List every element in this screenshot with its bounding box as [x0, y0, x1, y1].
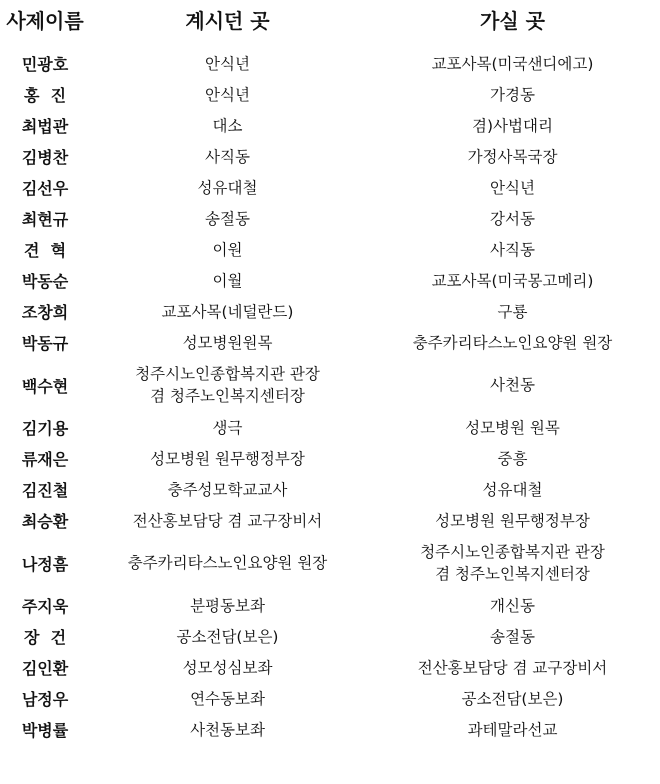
previous-post-line: 사직동 [205, 147, 250, 166]
table-row [0, 296, 660, 327]
new-post-line: 공소전담(보은) [461, 689, 564, 708]
new-post [365, 332, 660, 354]
new-post-line: 구룡 [497, 302, 528, 321]
new-post [365, 657, 660, 679]
priest-name: 나정흠 [21, 554, 69, 574]
previous-post [90, 448, 365, 470]
new-post [365, 688, 660, 710]
previous-post-line: 충주성모학교교사 [167, 480, 288, 499]
previous-post-line: 안식년 [205, 85, 250, 104]
priest-name: 류재은 [21, 450, 69, 469]
new-post-line: 성모병원 원무행정부장 [435, 511, 590, 530]
new-post [365, 84, 660, 106]
table-row [0, 48, 660, 79]
table-row [0, 714, 660, 745]
new-post [365, 595, 660, 617]
table-row [0, 683, 660, 714]
table-row [0, 590, 660, 621]
header-moved-to: 가실 곳 [480, 8, 545, 33]
priest-name: 박동순 [21, 272, 69, 291]
previous-post-line: 성모성심보좌 [182, 658, 273, 677]
new-post [365, 208, 660, 230]
assignment-table [0, 48, 660, 745]
new-post-line: 충주카리타스노인요양원 원장 [412, 333, 613, 352]
priest-name: 김기용 [21, 419, 69, 438]
priest-name: 김진철 [21, 481, 69, 500]
previous-post [90, 270, 365, 292]
new-post-line: 강서동 [490, 209, 535, 228]
priest-name: 김병찬 [21, 148, 69, 167]
new-post [365, 417, 660, 439]
new-post-line: 겸 청주노인복지센터장 [435, 565, 590, 583]
new-post-line: 청주시노인종합복지관 관장 [420, 543, 605, 561]
previous-post [90, 688, 365, 710]
header-name: 사제이름 [6, 8, 84, 33]
new-post [365, 177, 660, 199]
table-row [0, 265, 660, 296]
previous-post-line: 안식년 [205, 54, 250, 73]
table-row [0, 172, 660, 203]
previous-post [90, 510, 365, 532]
new-post-line: 교포사목(미국몽고메리) [431, 271, 594, 290]
table-row [0, 621, 660, 652]
previous-post-line: 이월 [212, 271, 243, 290]
new-post-line: 개신동 [490, 596, 535, 615]
table-row [0, 474, 660, 505]
previous-post-line: 교포사목(네덜란드) [161, 302, 294, 321]
table-row [0, 79, 660, 110]
previous-post-line: 성모병원원목 [182, 333, 273, 352]
priest-name: 견 혁 [23, 241, 67, 260]
previous-post [90, 146, 365, 168]
previous-post-line: 생극 [212, 418, 243, 437]
previous-post-line: 공소전담(보은) [176, 627, 279, 646]
priest-name: 박동규 [21, 334, 69, 353]
new-post [365, 270, 660, 292]
new-post [365, 448, 660, 470]
previous-post-line: 대소 [212, 116, 243, 135]
priest-name: 장 건 [23, 628, 67, 647]
new-post [365, 115, 660, 137]
new-post-line: 과테말라선교 [467, 720, 558, 739]
previous-post [90, 208, 365, 230]
table-row [0, 234, 660, 265]
new-post-line: 사직동 [490, 240, 535, 259]
new-post-line: 중흥 [497, 449, 528, 468]
previous-post [90, 301, 365, 323]
previous-post [90, 552, 365, 574]
priest-name: 남정우 [21, 690, 69, 709]
new-post [365, 374, 660, 396]
previous-post-line: 충주카리타스노인요양원 원장 [127, 554, 328, 572]
new-post-line: 교포사목(미국샌디에고) [431, 54, 594, 73]
previous-post [90, 595, 365, 617]
new-post [365, 541, 660, 585]
previous-post-line: 분평동보좌 [190, 596, 265, 615]
header-served: 계시던 곳 [185, 8, 270, 33]
table-row [0, 652, 660, 683]
previous-post-line: 성유대철 [197, 178, 258, 197]
previous-post [90, 53, 365, 75]
new-post [365, 239, 660, 261]
previous-post [90, 626, 365, 648]
new-post [365, 479, 660, 501]
previous-post [90, 417, 365, 439]
previous-post [90, 719, 365, 741]
previous-post-line: 이원 [212, 240, 243, 259]
new-post [365, 719, 660, 741]
table-row [0, 443, 660, 474]
priest-name: 최현규 [21, 210, 69, 229]
previous-post [90, 332, 365, 354]
table-row [0, 327, 660, 358]
table-row [0, 141, 660, 172]
new-post [365, 301, 660, 323]
table-row [0, 110, 660, 141]
table-row [0, 358, 660, 412]
previous-post [90, 657, 365, 679]
table-row [0, 536, 660, 590]
priest-name: 홍 진 [23, 86, 67, 105]
priest-name: 김선우 [21, 179, 69, 198]
new-post-line: 성모병원 원목 [465, 418, 560, 437]
new-post [365, 53, 660, 75]
priest-name: 조창희 [21, 303, 69, 322]
priest-name: 박병률 [21, 721, 69, 740]
priest-name: 주지욱 [21, 597, 69, 616]
previous-post-line: 청주시노인종합복지관 관장 [135, 365, 320, 383]
new-post [365, 146, 660, 168]
previous-post [90, 177, 365, 199]
previous-post-line: 사천동보좌 [190, 720, 265, 739]
previous-post-line: 성모병원 원무행정부장 [150, 449, 305, 468]
new-post-line: 전산홍보담당 겸 교구장비서 [417, 658, 608, 677]
previous-post [90, 84, 365, 106]
previous-post [90, 363, 365, 407]
previous-post [90, 115, 365, 137]
priest-name: 민광호 [21, 55, 69, 74]
new-post-line: 성유대철 [482, 480, 543, 499]
previous-post [90, 479, 365, 501]
table-row [0, 203, 660, 234]
previous-post [90, 239, 365, 261]
new-post-line: 겸)사법대리 [472, 116, 553, 135]
header-spacer [0, 38, 660, 48]
previous-post-line: 전산홍보담당 겸 교구장비서 [132, 511, 323, 530]
previous-post-line: 연수동보좌 [190, 689, 265, 708]
priest-name: 최법관 [21, 117, 69, 136]
previous-post-line: 겸 청주노인복지센터장 [150, 387, 305, 405]
new-post-line: 안식년 [490, 178, 535, 197]
priest-name: 최승환 [21, 512, 69, 531]
table-row [0, 412, 660, 443]
new-post-line: 송절동 [490, 627, 535, 646]
new-post-line: 사천동 [490, 376, 535, 394]
new-post [365, 626, 660, 648]
table-row [0, 505, 660, 536]
previous-post-line: 송절동 [205, 209, 250, 228]
new-post-line: 가정사목국장 [467, 147, 558, 166]
priest-name: 백수현 [21, 376, 69, 396]
new-post [365, 510, 660, 532]
priest-name: 김인환 [21, 659, 69, 678]
table-header [0, 0, 660, 38]
new-post-line: 가경동 [490, 85, 535, 104]
